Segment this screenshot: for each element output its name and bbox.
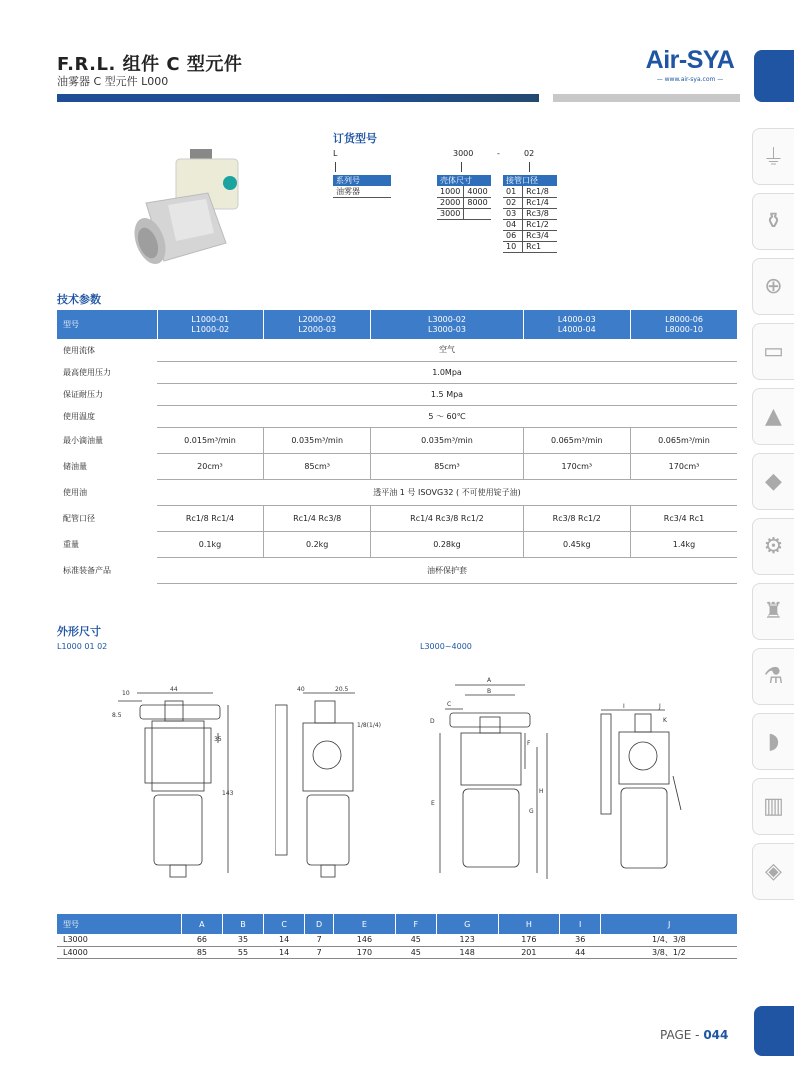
dim-label: 20.5 bbox=[335, 686, 349, 693]
dim-label: E bbox=[431, 800, 435, 807]
table-cell: 1000 bbox=[437, 186, 464, 197]
table-cell: 85cm³ bbox=[263, 453, 370, 479]
body-size-table bbox=[437, 175, 491, 220]
row-label: 重量 bbox=[63, 539, 79, 549]
table-row bbox=[503, 219, 557, 230]
side-tab-bottom[interactable] bbox=[754, 1006, 794, 1056]
table-cell: 01 bbox=[503, 186, 523, 197]
table-cell: 123 bbox=[436, 934, 498, 946]
table-cell: 36 bbox=[560, 934, 601, 946]
table-cell: 0.035m³/min bbox=[371, 427, 523, 453]
table-cell: 66 bbox=[181, 934, 222, 946]
series-header: 系列号 bbox=[333, 175, 391, 186]
dim-label: 10 bbox=[122, 690, 130, 697]
table-cell: 3/8、1/2 bbox=[601, 946, 737, 958]
model-col bbox=[371, 310, 523, 339]
dims-right-label: L3000~4000 bbox=[420, 642, 472, 651]
model-col bbox=[157, 310, 263, 339]
table-cell: 7 bbox=[305, 934, 334, 946]
table-cell: 35 bbox=[222, 934, 263, 946]
col-header: A bbox=[181, 914, 222, 934]
sidebar-item-pump[interactable] bbox=[752, 518, 794, 575]
dims-title: 外形尺寸 bbox=[57, 625, 101, 638]
row-label: 使用流体 bbox=[63, 345, 95, 355]
col-header: D bbox=[305, 914, 334, 934]
col-header: B bbox=[222, 914, 263, 934]
table-cell: 02 bbox=[503, 197, 523, 208]
sidebar-item-solenoid[interactable] bbox=[752, 388, 794, 445]
table-cell: 20cm³ bbox=[157, 453, 263, 479]
table-cell: 1.4kg bbox=[631, 531, 737, 557]
table-cell: Rc1/8 bbox=[523, 186, 557, 197]
model-name: L2000-02 bbox=[298, 314, 337, 324]
model-col bbox=[263, 310, 370, 339]
code-port: 02 bbox=[524, 149, 535, 158]
row-value: 空气 bbox=[157, 339, 737, 361]
table-row bbox=[57, 531, 737, 557]
drawing-l3000-front bbox=[425, 673, 555, 883]
table-row bbox=[437, 208, 491, 219]
table-cell: 201 bbox=[498, 946, 560, 958]
table-cell: Rc1/2 bbox=[523, 219, 557, 230]
tech-table bbox=[57, 310, 737, 584]
table-cell: 3000 bbox=[437, 208, 464, 219]
table-cell: Rc3/4 bbox=[523, 230, 557, 241]
table-cell: Rc1/4 Rc3/8 Rc1/2 bbox=[371, 505, 523, 531]
dim-label: 35 bbox=[214, 736, 222, 743]
page-subtitle: 油雾器 C 型元件 L000 bbox=[57, 75, 169, 88]
table-cell: 44 bbox=[560, 946, 601, 958]
table-cell: L4000 bbox=[57, 946, 181, 958]
table-row bbox=[57, 427, 737, 453]
dims-left-label: L1000 01 02 bbox=[57, 642, 108, 651]
page-title: F.R.L. 组件 C 型元件 bbox=[57, 54, 243, 75]
filter-icon: ⚱ bbox=[764, 209, 783, 234]
table-cell: 55 bbox=[222, 946, 263, 958]
table-cell: 2000 bbox=[437, 197, 464, 208]
row-label: 最小滴油量 bbox=[63, 435, 103, 445]
table-cell: Rc1/8 Rc1/4 bbox=[157, 505, 263, 531]
unit-icon: ♜ bbox=[763, 599, 784, 624]
drawing-l3000-side bbox=[595, 700, 705, 880]
sidebar-item-elbow[interactable] bbox=[752, 713, 794, 770]
pump-icon: ⚙ bbox=[763, 534, 784, 559]
model-name: L4000-03 bbox=[557, 314, 596, 324]
code-tick bbox=[529, 162, 530, 172]
table-row bbox=[57, 453, 737, 479]
table-cell: 148 bbox=[436, 946, 498, 958]
sidebar-item-valve[interactable] bbox=[752, 258, 794, 315]
table-cell: 14 bbox=[264, 934, 305, 946]
sidebar-item-regulator[interactable] bbox=[752, 128, 794, 185]
page-prefix: PAGE - bbox=[660, 1028, 704, 1042]
table-row bbox=[503, 208, 557, 219]
table-row bbox=[437, 186, 491, 197]
model-name: L4000-04 bbox=[557, 324, 596, 334]
sidebar-nav bbox=[752, 128, 794, 908]
table-cell: Rc1/4 bbox=[523, 197, 557, 208]
sidebar-item-block[interactable] bbox=[752, 453, 794, 510]
col-header: 型号 bbox=[57, 914, 181, 934]
table-cell: 4000 bbox=[464, 186, 491, 197]
table-cell: 0.065m³/min bbox=[631, 427, 737, 453]
table-cell: 10 bbox=[503, 241, 523, 252]
table-row bbox=[57, 946, 737, 958]
dim-label: 1/8(1/4) bbox=[357, 722, 381, 729]
drawing-l1000-side bbox=[275, 683, 395, 883]
table-cell: 7 bbox=[305, 946, 334, 958]
dim-label: 8.5 bbox=[112, 712, 122, 719]
table-row bbox=[57, 934, 737, 946]
brand-name: Air-SYA bbox=[645, 46, 735, 74]
sidebar-item-silencer[interactable] bbox=[752, 778, 794, 835]
model-name: L1000-01 bbox=[191, 314, 230, 324]
model-name: L3000-02 bbox=[428, 314, 466, 324]
dims-table bbox=[57, 914, 737, 959]
table-cell: 0.2kg bbox=[263, 531, 370, 557]
drawing-l1000-front bbox=[110, 683, 240, 883]
col-header: H bbox=[498, 914, 560, 934]
code-size: 3000 bbox=[453, 149, 474, 158]
row-label: 使用油 bbox=[63, 487, 87, 497]
table-cell: Rc1/4 Rc3/8 bbox=[263, 505, 370, 531]
model-name: L8000-06 bbox=[665, 314, 703, 324]
col-header: F bbox=[395, 914, 436, 934]
side-tab-top[interactable] bbox=[754, 50, 794, 102]
col-header: J bbox=[601, 914, 737, 934]
solenoid-icon: ▲ bbox=[765, 404, 782, 429]
table-row bbox=[57, 479, 737, 505]
table-cell: Rc3/8 Rc1/2 bbox=[523, 505, 630, 531]
dim-label: G bbox=[529, 808, 534, 815]
row-label: 标准装备产品 bbox=[63, 565, 111, 575]
brand-url: — www.air-sya.com — bbox=[656, 76, 724, 83]
table-cell: 85cm³ bbox=[371, 453, 523, 479]
header-bar-gray bbox=[553, 94, 740, 102]
table-cell: Rc3/4 Rc1 bbox=[631, 505, 737, 531]
dim-label: D bbox=[430, 718, 435, 725]
dim-label: 143 bbox=[222, 790, 234, 797]
table-row bbox=[503, 197, 557, 208]
dim-label: A bbox=[487, 677, 492, 684]
table-cell: 1/4、3/8 bbox=[601, 934, 737, 946]
table-cell: 85 bbox=[181, 946, 222, 958]
elbow-icon: ◗ bbox=[767, 729, 780, 754]
dim-label: B bbox=[487, 688, 492, 695]
product-photo bbox=[118, 143, 248, 273]
series-table bbox=[333, 175, 391, 198]
row-label: 最高使用压力 bbox=[63, 367, 111, 377]
sidebar-item-filter[interactable] bbox=[752, 193, 794, 250]
table-row bbox=[57, 505, 737, 531]
col-header: E bbox=[334, 914, 396, 934]
block-icon: ◆ bbox=[765, 469, 782, 494]
table-cell: 0.035m³/min bbox=[263, 427, 370, 453]
table-cell: Rc1 bbox=[523, 241, 557, 252]
table-cell: 14 bbox=[264, 946, 305, 958]
dim-label: H bbox=[539, 788, 544, 795]
table-cell: 06 bbox=[503, 230, 523, 241]
table-row bbox=[503, 186, 557, 197]
model-col bbox=[631, 310, 737, 339]
table-cell: 0.45kg bbox=[523, 531, 630, 557]
page-num: 044 bbox=[703, 1028, 729, 1042]
model-name: L8000-10 bbox=[665, 324, 703, 334]
cylinder-icon: ◈ bbox=[765, 859, 782, 884]
table-cell: 170cm³ bbox=[523, 453, 630, 479]
brand-logo[interactable] bbox=[640, 46, 740, 83]
regulator-icon: ⏚ bbox=[762, 146, 785, 171]
col-header: I bbox=[560, 914, 601, 934]
row-value: 1.5 Mpa bbox=[157, 383, 737, 405]
series-value: 油雾器 bbox=[333, 186, 391, 198]
table-cell: 45 bbox=[395, 934, 436, 946]
table-cell: 170cm³ bbox=[631, 453, 737, 479]
table-cell: 04 bbox=[503, 219, 523, 230]
code-series: L bbox=[333, 149, 338, 158]
row-value: 1.0Mpa bbox=[157, 361, 737, 383]
col-header: G bbox=[436, 914, 498, 934]
row-label: 储油量 bbox=[63, 461, 87, 471]
row-value: 油杯保护套 bbox=[157, 557, 737, 583]
header-bar bbox=[57, 94, 539, 102]
page-number bbox=[660, 1028, 728, 1042]
table-cell: 0.1kg bbox=[157, 531, 263, 557]
dim-label: I bbox=[623, 703, 625, 710]
fitting-icon: ▭ bbox=[763, 339, 784, 364]
port-table bbox=[503, 175, 557, 253]
table-cell: 0.015m³/min bbox=[157, 427, 263, 453]
order-title: 订货型号 bbox=[333, 132, 377, 145]
tech-head-label: 型号 bbox=[57, 310, 157, 339]
code-tick bbox=[461, 162, 462, 172]
code-tick bbox=[335, 162, 336, 172]
model-name: L2000-03 bbox=[298, 324, 337, 334]
table-cell bbox=[464, 208, 491, 219]
table-row bbox=[57, 383, 737, 405]
table-cell: L3000 bbox=[57, 934, 181, 946]
table-row bbox=[57, 557, 737, 583]
code-dash: - bbox=[497, 149, 500, 158]
table-cell: 45 bbox=[395, 946, 436, 958]
table-cell: 8000 bbox=[464, 197, 491, 208]
dim-label: K bbox=[663, 717, 667, 724]
row-label: 配管口径 bbox=[63, 513, 95, 523]
model-name: L3000-03 bbox=[428, 324, 466, 334]
dim-label: 44 bbox=[170, 686, 178, 693]
dim-label: F bbox=[527, 740, 531, 747]
body-size-header: 壳体尺寸 bbox=[437, 175, 491, 186]
table-row bbox=[57, 361, 737, 383]
row-value: 透平油 1 号 ISOVG32 ( 不可使用锭子油) bbox=[157, 479, 737, 505]
table-cell: 0.28kg bbox=[371, 531, 523, 557]
col-header: C bbox=[264, 914, 305, 934]
table-row bbox=[503, 241, 557, 252]
table-cell: 146 bbox=[334, 934, 396, 946]
row-label: 保证耐压力 bbox=[63, 389, 103, 399]
table-cell: 170 bbox=[334, 946, 396, 958]
table-cell: 0.065m³/min bbox=[523, 427, 630, 453]
sidebar-item-unit[interactable] bbox=[752, 583, 794, 640]
silencer-icon: ▥ bbox=[763, 794, 784, 819]
model-col bbox=[523, 310, 630, 339]
row-value: 5 ～ 60℃ bbox=[157, 405, 737, 427]
table-row bbox=[503, 230, 557, 241]
dim-label: C bbox=[447, 701, 452, 708]
port-header: 接管口径 bbox=[503, 175, 557, 186]
table-row bbox=[57, 339, 737, 361]
model-name: L1000-02 bbox=[191, 324, 230, 334]
sidebar-item-frl[interactable] bbox=[752, 648, 794, 705]
row-label: 使用温度 bbox=[63, 411, 95, 421]
table-cell: 03 bbox=[503, 208, 523, 219]
frl-icon: ⚗ bbox=[763, 664, 784, 689]
table-cell: 176 bbox=[498, 934, 560, 946]
table-row bbox=[57, 405, 737, 427]
table-cell: Rc3/8 bbox=[523, 208, 557, 219]
sidebar-item-fitting[interactable] bbox=[752, 323, 794, 380]
dim-label: J bbox=[659, 703, 661, 710]
table-row bbox=[437, 197, 491, 208]
valve-icon: ⊕ bbox=[764, 274, 783, 299]
tech-title: 技术参数 bbox=[57, 293, 101, 306]
sidebar-item-cylinder[interactable] bbox=[752, 843, 794, 900]
dim-label: 40 bbox=[297, 686, 305, 693]
